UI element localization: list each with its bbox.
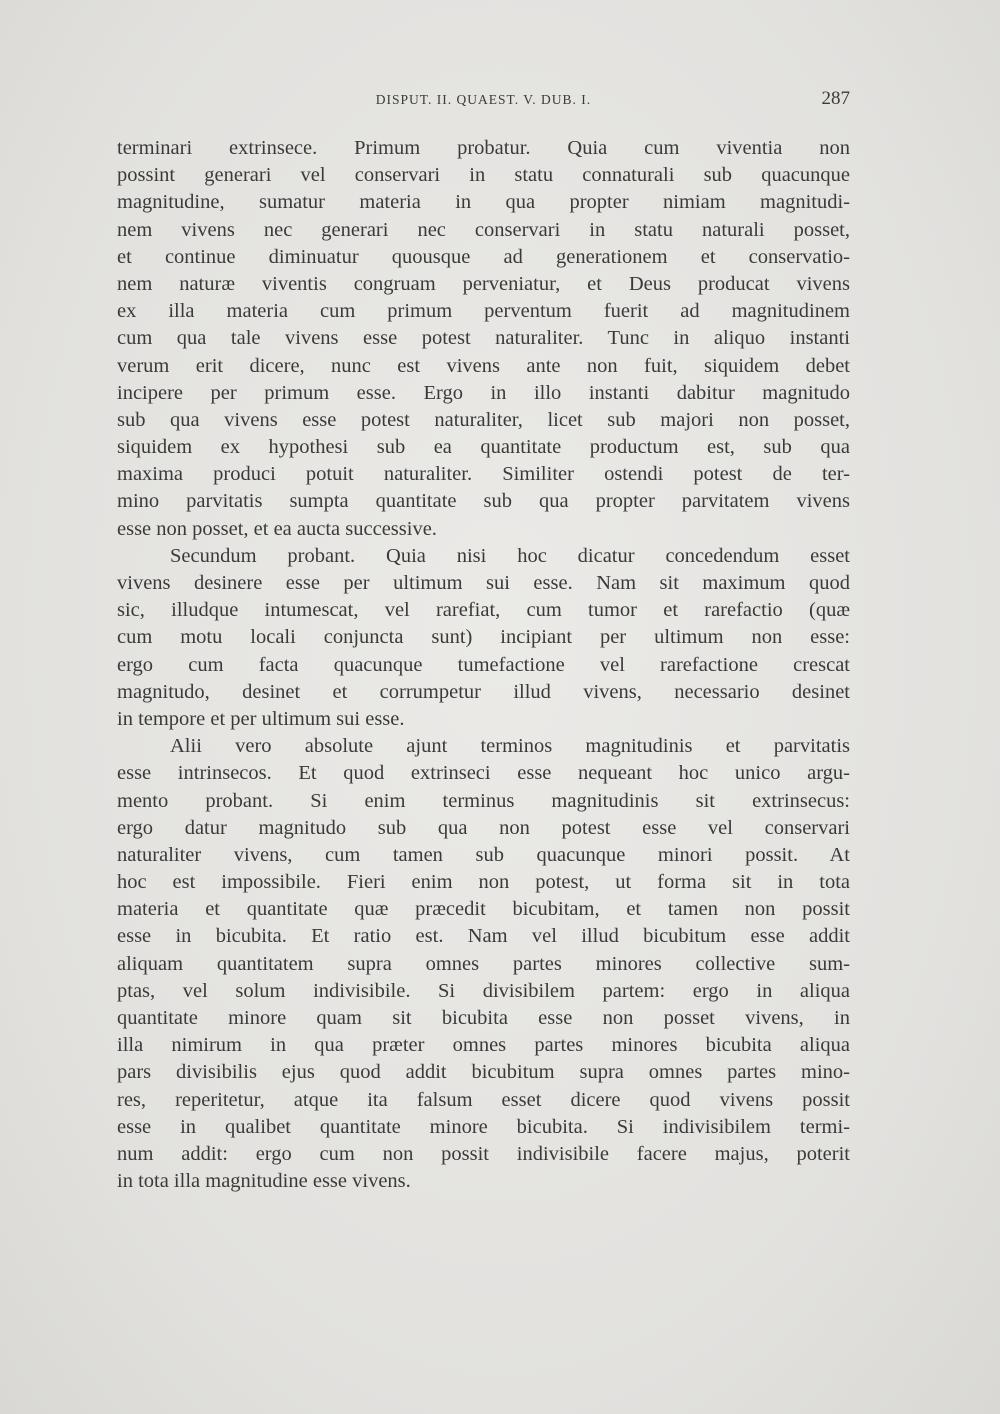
paragraph — [117, 543, 850, 733]
text-line: res, reperitetur, atque ita falsum esset dicere quod vivens possit — [117, 1088, 850, 1111]
text-line: ergo datur magnitudo sub qua non potest esse vel conservari — [117, 816, 850, 839]
text-line: illa nimirum in qua præter omnes partes minores bicubita aliqua — [117, 1034, 850, 1057]
text-line: materia et quantitate quæ præcedit bicubitam, et tamen non possit — [117, 898, 850, 921]
text-line: mino parvitatis sumpta quantitate sub qua propter parvitatem vivens — [117, 490, 850, 513]
text-line: mento probant. Si enim terminus magnitudinis sit extrinsecus: — [117, 789, 850, 812]
text-line: pars divisibilis ejus quod addit bicubitum supra omnes partes mino- — [117, 1061, 850, 1084]
text-line: ergo cum facta quacunque tumefactione vel rarefactione crescat — [117, 653, 850, 676]
text-line: maxima produci potuit naturaliter. Similiter ostendi potest de ter- — [117, 463, 850, 486]
text-line: in tempore et per ultimum sui esse. — [117, 707, 405, 730]
text-line: cum qua tale vivens esse potest naturaliter. Tunc in aliquo instanti — [117, 327, 850, 350]
text-line: magnitudine, sumatur materia in qua propter nimiam magnitudi- — [117, 191, 850, 214]
text-line: aliquam quantitatem supra omnes partes minores collective sum- — [117, 952, 850, 975]
text-line: sub qua vivens esse potest naturaliter, licet sub majori non posset, — [117, 408, 850, 431]
text-line: terminari extrinsece. Primum probatur. Quia cum viventia non — [117, 137, 850, 159]
text-line: sic, illudque intumescat, vel rarefiat, cum tumor et rarefactio (quæ — [117, 599, 850, 622]
text-line: magnitudo, desinet et corrumpetur illud vivens, necessario desinet — [117, 680, 850, 703]
running-title: DISPUT. II. QUAEST. V. DUB. I. — [375, 92, 592, 107]
paragraph — [117, 733, 850, 1195]
text-line: esse non posset, et ea aucta successive. — [117, 517, 437, 540]
text-line: esse in bicubita. Et ratio est. Nam vel illud bicubitum esse addit — [117, 925, 850, 948]
text-line: Secundum probant. Quia nisi hoc dicatur concedendum esset — [170, 544, 850, 567]
text-line: verum erit dicere, nunc est vivens ante non fuit, siquidem debet — [117, 354, 850, 377]
text-line: nem naturæ viventis congruam perveniatur, et Deus producat vivens — [117, 272, 850, 295]
text-line: quantitate minore quam sit bicubita esse non posset vivens, in — [117, 1007, 850, 1029]
body-text — [117, 135, 850, 1195]
text-line: num addit: ergo cum non possit indivisibile facere majus, poterit — [117, 1142, 850, 1165]
text-line: hoc est impossibile. Fieri enim non potest, ut forma sit in tota — [117, 871, 850, 894]
running-head — [117, 88, 850, 114]
text-line: et continue diminuatur quousque ad generationem et conservatio- — [117, 245, 850, 268]
text-line: vivens desinere esse per ultimum sui esse. Nam sit maximum quod — [117, 572, 850, 594]
text-line: siquidem ex hypothesi sub ea quantitate productum est, sub qua — [117, 436, 850, 459]
text-line: esse intrinsecos. Et quod extrinseci esse nequeant hoc unico argu- — [117, 762, 850, 785]
text-line: ex illa materia cum primum perventum fuerit ad magnitudinem — [117, 300, 850, 323]
paragraph — [117, 135, 850, 543]
text-line: ptas, vel solum indivisibile. Si divisibilem partem: ergo in aliqua — [117, 979, 850, 1002]
page-number: 287 — [821, 88, 850, 109]
text-line: possint generari vel conservari in statu connaturali sub quacunque — [117, 164, 850, 187]
text-line: esse in qualibet quantitate minore bicubita. Si indivisibilem termi- — [117, 1115, 850, 1138]
text-line: in tota illa magnitudine esse vivens. — [117, 1170, 411, 1193]
text-line: nem vivens nec generari nec conservari in statu naturali posset, — [117, 218, 850, 241]
text-line: incipere per primum esse. Ergo in illo instanti dabitur magnitudo — [117, 381, 850, 404]
text-line: cum motu locali conjuncta sunt) incipiant per ultimum non esse: — [117, 626, 850, 649]
text-line: naturaliter vivens, cum tamen sub quacunque minori possit. At — [117, 843, 850, 866]
text-line: Alii vero absolute ajunt terminos magnitudinis et parvitatis — [170, 735, 850, 758]
